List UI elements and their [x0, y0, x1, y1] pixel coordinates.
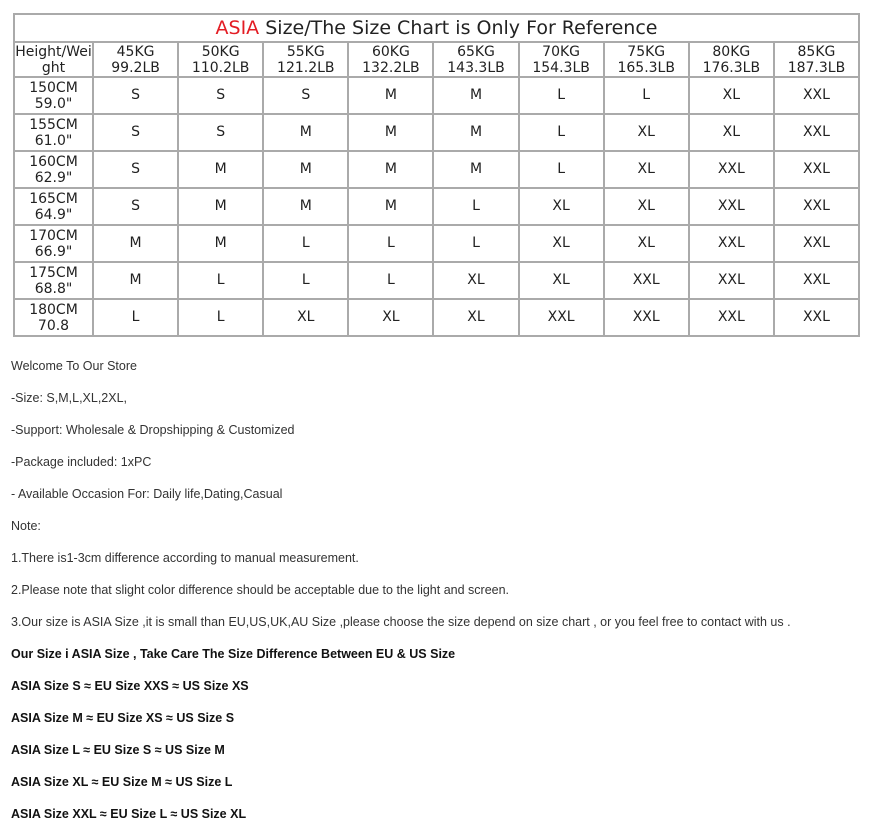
size-cell: M: [263, 114, 348, 151]
size-cell: XL: [433, 262, 518, 299]
weight-lb: 110.2LB: [191, 59, 250, 76]
size-cell: M: [433, 114, 518, 151]
size-note-l: ASIA Size L ≈ EU Size S ≈ US Size M: [11, 743, 225, 757]
size-cell: L: [519, 77, 604, 114]
size-cell: L: [263, 225, 348, 262]
size-cell: S: [178, 114, 263, 151]
corner-header-line1: Height/Wei: [15, 43, 92, 60]
weight-kg: 60KG: [371, 43, 410, 60]
height-cm: 150CM: [29, 79, 78, 96]
size-note-s: ASIA Size S ≈ EU Size XXS ≈ US Size XS: [11, 679, 249, 693]
size-note-m: ASIA Size M ≈ EU Size XS ≈ US Size S: [11, 711, 235, 725]
weight-lb: 165.3LB: [617, 59, 675, 76]
height-cm: 160CM: [29, 153, 78, 170]
size-cell: XL: [433, 299, 518, 336]
size-cell: M: [348, 114, 433, 151]
height-cm: 165CM: [29, 190, 78, 207]
info-note-3: 3.Our size is ASIA Size ,it is small than EU,US,UK,AU Size ,please choose the size depend on size chart , or you feel free to contact with us .: [11, 615, 791, 629]
height-header: [14, 114, 93, 151]
table-row: [14, 151, 859, 188]
size-cell: XL: [519, 262, 604, 299]
size-cell: S: [93, 151, 178, 188]
weight-lb: 132.2LB: [362, 59, 420, 76]
info-welcome: Welcome To Our Store: [11, 359, 137, 373]
size-cell: M: [178, 188, 263, 225]
size-cell: S: [93, 114, 178, 151]
size-cell: XL: [689, 114, 774, 151]
height-inch: 70.8: [37, 317, 70, 334]
info-support: -Support: Wholesale & Dropshipping & Customized: [11, 423, 295, 437]
size-chart-table: [13, 13, 860, 337]
table-row: [14, 114, 859, 151]
height-inch: 59.0": [34, 95, 73, 112]
weight-header-4: [348, 42, 433, 77]
info-sizes: -Size: S,M,L,XL,2XL,: [11, 391, 128, 405]
size-cell: S: [93, 77, 178, 114]
weight-kg: 80KG: [712, 43, 751, 60]
size-cell: S: [263, 77, 348, 114]
weight-kg: 45KG: [116, 43, 155, 60]
height-header: [14, 77, 93, 114]
height-inch: 66.9": [34, 243, 73, 260]
size-cell: XL: [604, 188, 689, 225]
size-cell: L: [348, 225, 433, 262]
chart-title-text: Size/The Size Chart is Only For Reference: [259, 17, 658, 39]
weight-kg: 75KG: [627, 43, 666, 60]
height-cm: 170CM: [29, 227, 78, 244]
height-header: [14, 262, 93, 299]
size-cell: XXL: [604, 262, 689, 299]
height-header: [14, 151, 93, 188]
size-note-xxl: ASIA Size XXL ≈ EU Size L ≈ US Size XL: [11, 807, 247, 821]
size-cell: L: [93, 299, 178, 336]
size-cell: M: [178, 225, 263, 262]
size-cell: M: [263, 188, 348, 225]
size-cell: M: [93, 225, 178, 262]
size-cell: L: [519, 114, 604, 151]
height-header: [14, 299, 93, 336]
weight-lb: 121.2LB: [277, 59, 335, 76]
table-row: [14, 299, 859, 336]
size-cell: M: [93, 262, 178, 299]
height-inch: 64.9": [34, 206, 73, 223]
height-cm: 155CM: [29, 116, 78, 133]
weight-lb: 154.3LB: [532, 59, 590, 76]
size-cell: XXL: [774, 151, 859, 188]
size-cell: XXL: [604, 299, 689, 336]
weight-header-3: [263, 42, 348, 77]
size-cell: XXL: [519, 299, 604, 336]
chart-title: [14, 14, 859, 42]
size-cell: XL: [263, 299, 348, 336]
size-cell: XXL: [774, 299, 859, 336]
size-cell: S: [93, 188, 178, 225]
corner-header-line2: ght: [41, 59, 66, 76]
size-note-heading: Our Size i ASIA Size , Take Care The Size Difference Between EU & US Size: [11, 647, 456, 661]
chart-title-asia: ASIA: [215, 17, 260, 39]
size-cell: L: [263, 262, 348, 299]
size-cell: L: [178, 299, 263, 336]
size-cell: S: [178, 77, 263, 114]
weight-kg: 65KG: [457, 43, 495, 60]
size-cell: XL: [348, 299, 433, 336]
corner-header: [14, 42, 93, 77]
weight-lb: 143.3LB: [447, 59, 505, 76]
title-row: [14, 14, 859, 42]
size-cell: XXL: [774, 188, 859, 225]
weight-lb: 176.3LB: [702, 59, 761, 76]
weight-kg: 50KG: [201, 43, 240, 60]
size-cell: M: [433, 151, 518, 188]
height-inch: 61.0": [34, 132, 73, 149]
size-cell: XXL: [774, 225, 859, 262]
size-cell: M: [178, 151, 263, 188]
size-cell: M: [348, 188, 433, 225]
height-inch: 68.8": [34, 280, 73, 297]
info-occasion: - Available Occasion For: Daily life,Dating,Casual: [11, 487, 283, 501]
info-note-2: 2.Please note that slight color difference should be acceptable due to the light and screen.: [11, 583, 510, 597]
info-package: -Package included: 1xPC: [11, 455, 152, 469]
height-header: [14, 188, 93, 225]
size-cell: XL: [604, 151, 689, 188]
weight-kg: 70KG: [542, 43, 581, 60]
weight-lb: 187.3LB: [787, 59, 846, 76]
size-cell: XXL: [774, 77, 859, 114]
size-cell: XXL: [774, 262, 859, 299]
size-cell: L: [433, 225, 518, 262]
weight-header-8: [689, 42, 774, 77]
size-note-xl: ASIA Size XL ≈ EU Size M ≈ US Size L: [11, 775, 233, 789]
header-row: [14, 42, 859, 77]
table-row: [14, 262, 859, 299]
table-row: [14, 225, 859, 262]
size-cell: XXL: [689, 188, 774, 225]
size-cell: XXL: [689, 262, 774, 299]
size-cell: M: [348, 151, 433, 188]
table-row: [14, 77, 859, 114]
size-cell: XL: [689, 77, 774, 114]
table-row: [14, 188, 859, 225]
info-note-heading: Note:: [11, 519, 41, 533]
weight-header-1: [93, 42, 178, 77]
size-cell: M: [433, 77, 518, 114]
height-cm: 180CM: [29, 301, 78, 318]
weight-kg: 55KG: [286, 43, 325, 60]
size-cell: XL: [604, 225, 689, 262]
size-cell: XXL: [689, 299, 774, 336]
weight-header-5: [433, 42, 518, 77]
weight-lb: 99.2LB: [111, 59, 160, 76]
size-cell: L: [519, 151, 604, 188]
size-cell: M: [263, 151, 348, 188]
info-note-1: 1.There is1-3cm difference according to manual measurement.: [11, 551, 359, 565]
height-inch: 62.9": [34, 169, 73, 186]
size-cell: XL: [604, 114, 689, 151]
size-cell: XL: [519, 225, 604, 262]
weight-header-9: [774, 42, 859, 77]
weight-kg: 85KG: [797, 43, 836, 60]
size-cell: L: [348, 262, 433, 299]
size-cell: XXL: [689, 151, 774, 188]
height-cm: 175CM: [29, 264, 78, 281]
size-cell: L: [178, 262, 263, 299]
weight-header-2: [178, 42, 263, 77]
size-cell: XXL: [689, 225, 774, 262]
size-cell: XXL: [774, 114, 859, 151]
size-cell: XL: [519, 188, 604, 225]
size-cell: L: [604, 77, 689, 114]
size-cell: L: [433, 188, 518, 225]
height-header: [14, 225, 93, 262]
weight-header-7: [604, 42, 689, 77]
size-cell: M: [348, 77, 433, 114]
weight-header-6: [519, 42, 604, 77]
